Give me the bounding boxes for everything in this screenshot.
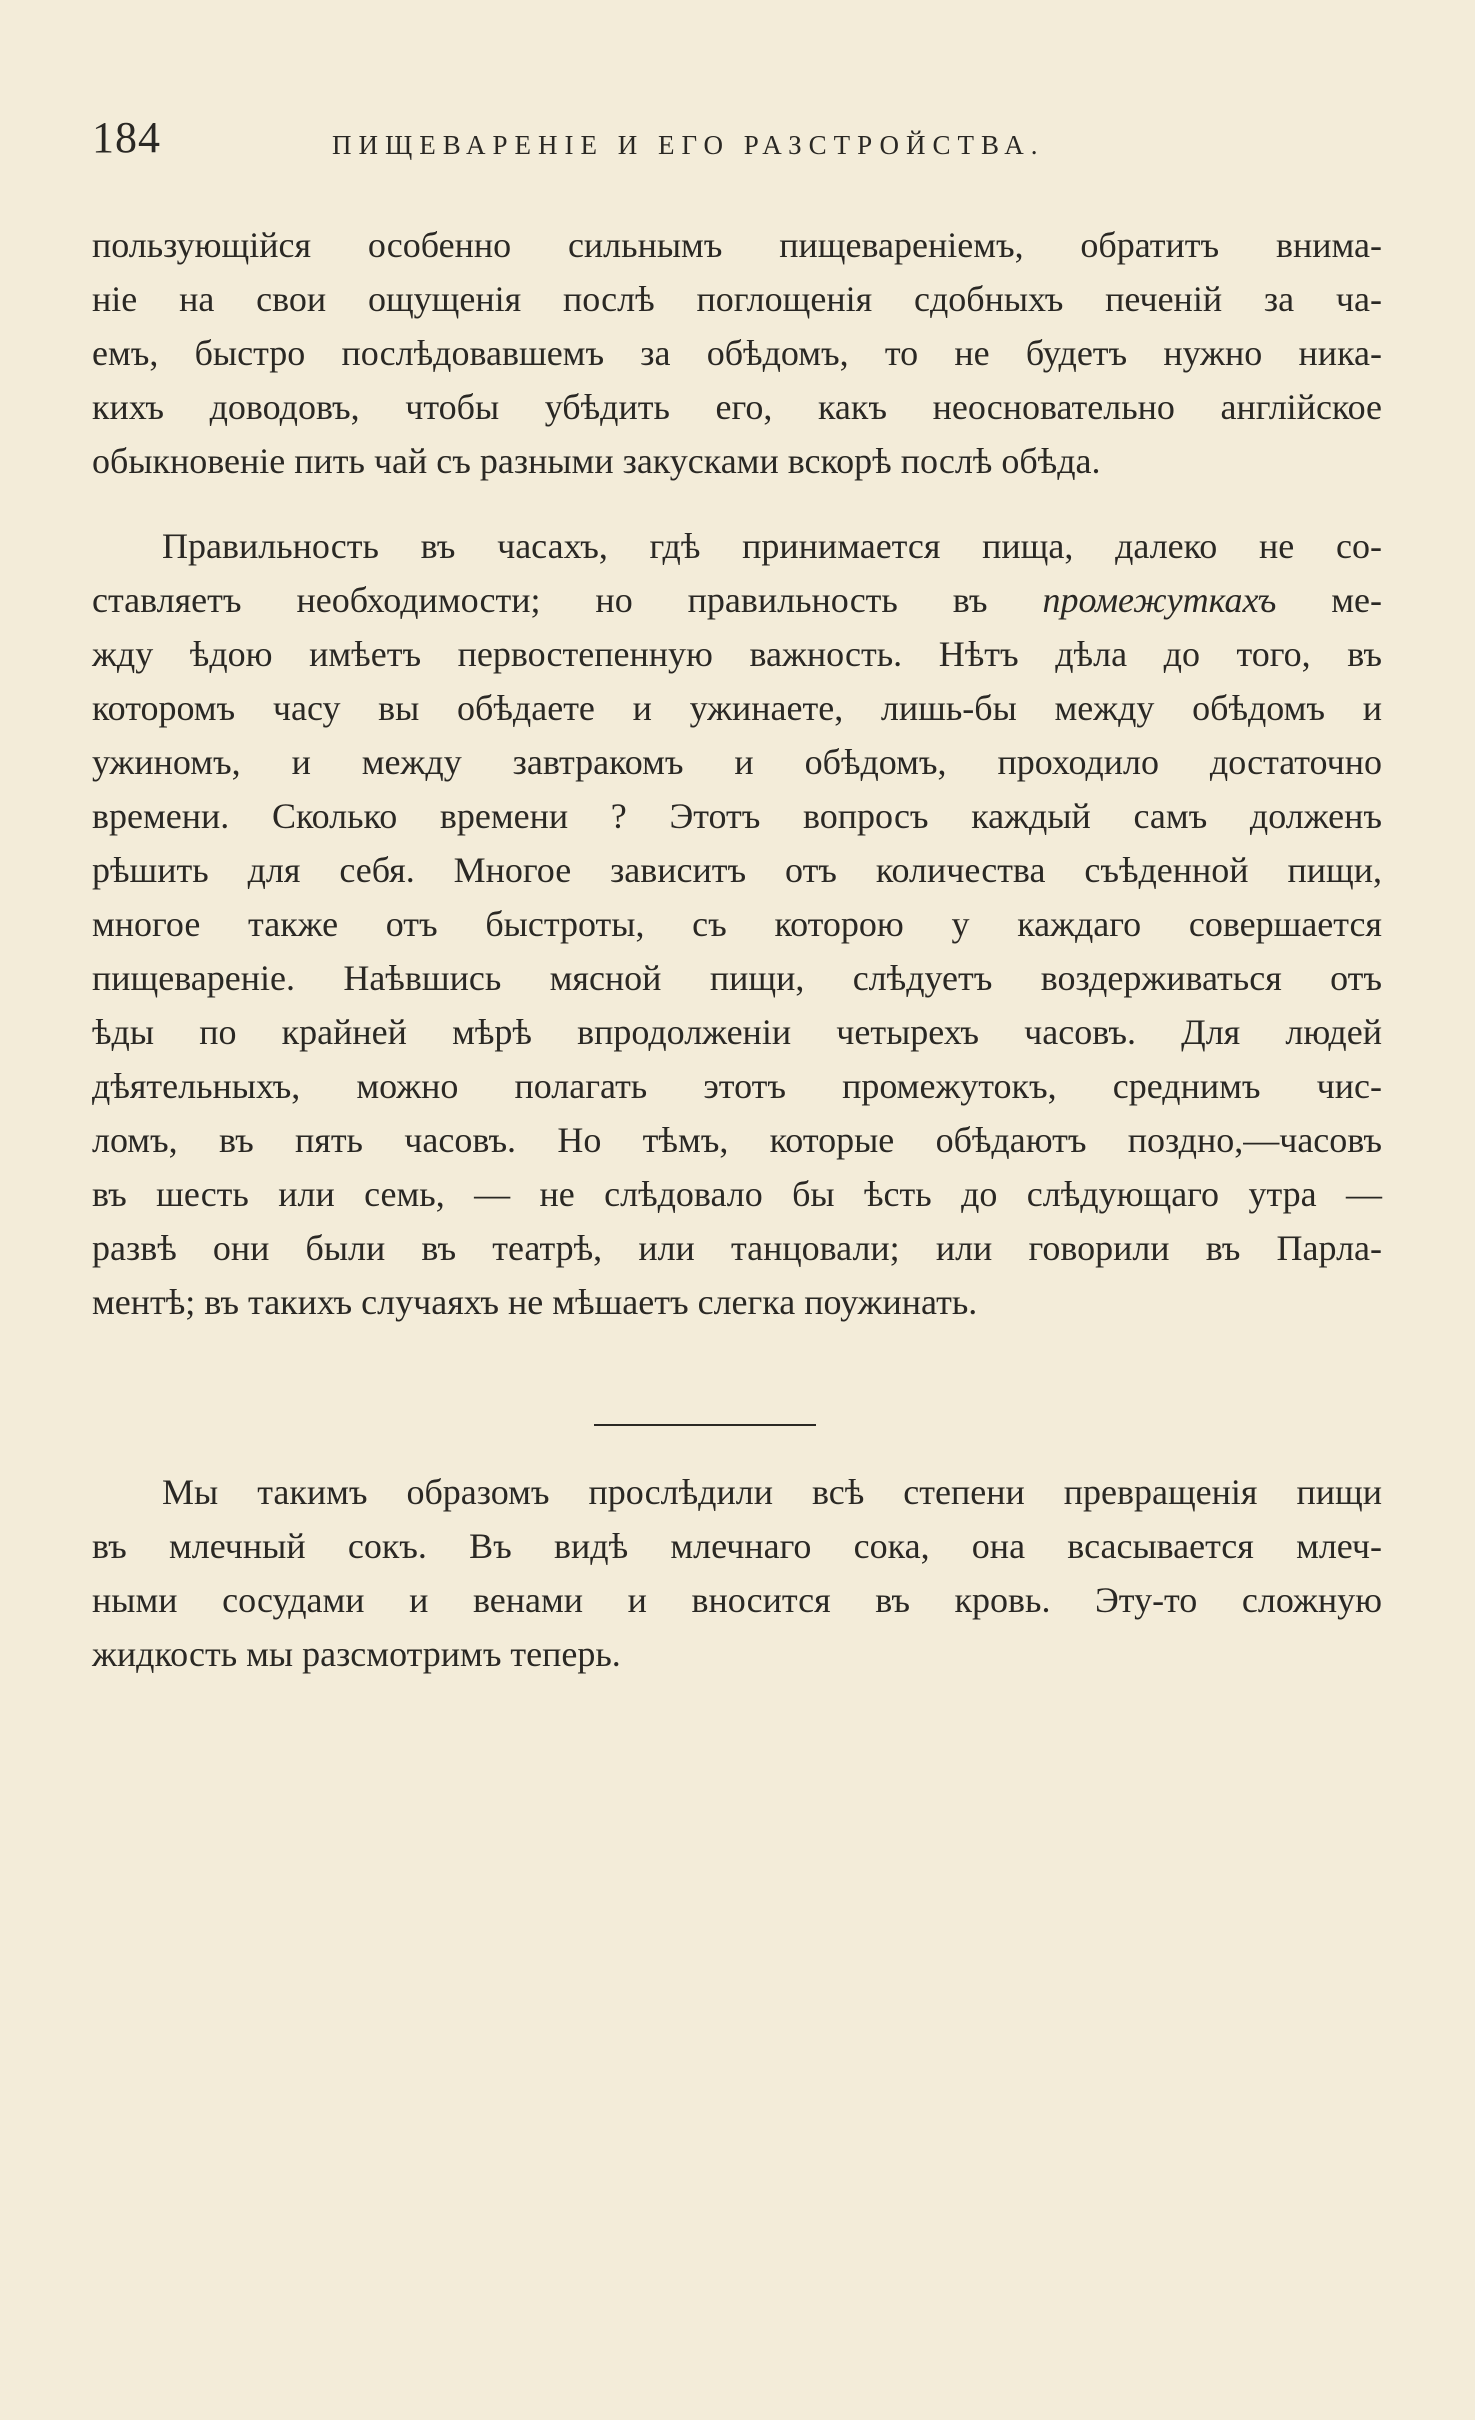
text-line: въ млечный сокъ. Въ видѣ млечнаго сока, она всасывается млеч- (92, 1526, 1382, 1566)
text-line: ментѣ; въ такихъ случаяхъ не мѣшаетъ слегка поужинать. (92, 1282, 978, 1322)
text-line: рѣшить для себя. Многое зависитъ отъ количества съѣденной пищи, (92, 850, 1382, 890)
section-divider (594, 1424, 816, 1426)
paragraph-summary (92, 1465, 1382, 1681)
page-number: 184 (92, 113, 161, 162)
text-line: Мы такимъ образомъ прослѣдили всѣ степени превращенія пищи (162, 1472, 1382, 1512)
text-line: емъ, быстро послѣдовавшемъ за обѣдомъ, то не будетъ нужно ника- (92, 333, 1382, 373)
text-line: многое также отъ быстроты, съ которою у каждаго совершается (92, 904, 1382, 944)
text-line: которомъ часу вы обѣдаете и ужинаете, лишь-бы между обѣдомъ и (92, 688, 1382, 728)
running-title: ПИЩЕВАРЕНІЕ И ЕГО РАЗСТРОЙСТВА. (332, 130, 1045, 160)
text-span: ме- (1276, 580, 1383, 620)
emphasized-word: промежуткахъ (1042, 580, 1277, 620)
paragraph-continued (92, 218, 1382, 488)
text-line: въ шесть или семь, — не слѣдовало бы ѣсть до слѣдующаго утра — (92, 1174, 1382, 1214)
text-line: ѣды по крайней мѣрѣ впродолженіи четырехъ часовъ. Для людей (92, 1012, 1382, 1052)
text-line: жидкость мы разсмотримъ теперь. (92, 1634, 621, 1674)
text-line: ніе на свои ощущенія послѣ поглощенія сдобныхъ печеній за ча- (92, 279, 1382, 319)
text-line-with-emphasis (92, 573, 1382, 627)
text-line: жду ѣдою имѣетъ первостепенную важность. Нѣтъ дѣла до того, въ (92, 634, 1382, 674)
paragraph-regularity (92, 519, 1382, 1329)
text-line: ными сосудами и венами и вносится въ кровь. Эту-то сложную (92, 1580, 1382, 1620)
running-head (92, 112, 1382, 172)
text-line: пользующійся особенно сильнымъ пищевареніемъ, обратитъ внима- (92, 225, 1382, 265)
text-line: Правильность въ часахъ, гдѣ принимается пища, далеко не со- (162, 526, 1382, 566)
text-line: ломъ, въ пять часовъ. Но тѣмъ, которые обѣдаютъ поздно,—часовъ (92, 1120, 1382, 1160)
text-line: пищевареніе. Наѣвшись мясной пищи, слѣдуетъ воздерживаться отъ (92, 958, 1382, 998)
text-line: развѣ они были въ театрѣ, или танцовали; или говорили въ Парла- (92, 1228, 1382, 1268)
text-line: дѣятельныхъ, можно полагать этотъ промежутокъ, среднимъ чис- (92, 1066, 1382, 1106)
text-span: ставляетъ необходимости; но правильность въ (92, 580, 1043, 620)
text-line: времени. Сколько времени ? Этотъ вопросъ каждый самъ долженъ (92, 796, 1382, 836)
text-line: кихъ доводовъ, чтобы убѣдить его, какъ неосновательно англійское (92, 387, 1382, 427)
text-line: ужиномъ, и между завтракомъ и обѣдомъ, проходило достаточно (92, 742, 1382, 782)
text-line: обыкновеніе пить чай съ разными закусками вскорѣ послѣ обѣда. (92, 441, 1101, 481)
